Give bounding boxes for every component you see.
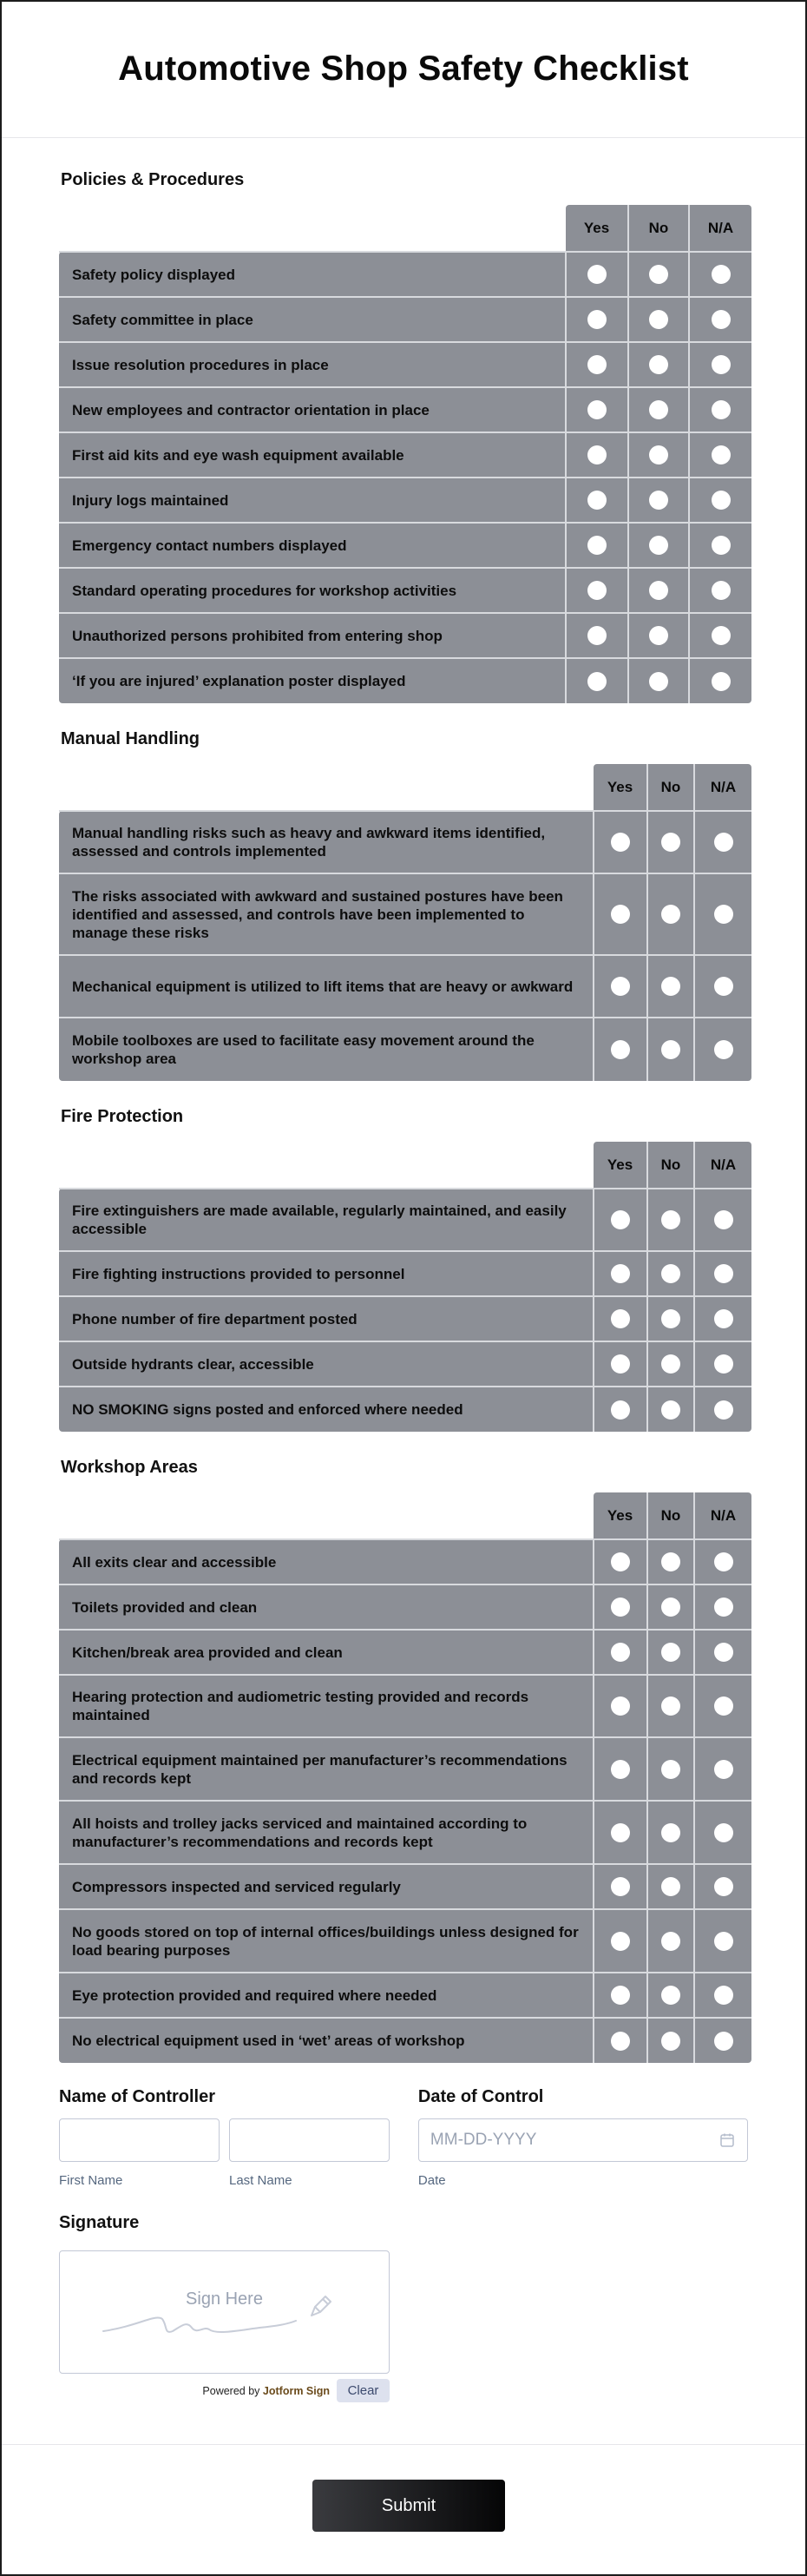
row-question: New employees and contractor orientation in place bbox=[59, 387, 566, 432]
radio-na[interactable] bbox=[714, 1264, 733, 1283]
cell-no bbox=[628, 523, 689, 568]
radio-yes[interactable] bbox=[587, 355, 607, 374]
radio-na[interactable] bbox=[712, 581, 731, 600]
date-input[interactable] bbox=[418, 2118, 748, 2162]
signature-pad[interactable] bbox=[59, 2250, 390, 2374]
radio-no[interactable] bbox=[649, 355, 668, 374]
radio-no[interactable] bbox=[661, 1760, 680, 1779]
matrix-table bbox=[59, 1142, 751, 1432]
radio-no[interactable] bbox=[649, 310, 668, 329]
radio-no[interactable] bbox=[661, 1309, 680, 1328]
radio-yes[interactable] bbox=[587, 536, 607, 555]
radio-na[interactable] bbox=[712, 536, 731, 555]
cell-no bbox=[647, 1584, 694, 1630]
cell-no bbox=[628, 252, 689, 297]
radio-yes[interactable] bbox=[611, 1040, 630, 1059]
cell-yes bbox=[594, 1864, 647, 1909]
last-name-sublabel: Last Name bbox=[229, 2173, 292, 2188]
cell-yes bbox=[594, 1584, 647, 1630]
radio-yes[interactable] bbox=[587, 626, 607, 645]
cell-no bbox=[647, 1675, 694, 1737]
controller-date-row bbox=[59, 2063, 748, 2188]
radio-no[interactable] bbox=[649, 581, 668, 600]
matrix-row bbox=[59, 2018, 751, 2063]
matrix-row bbox=[59, 342, 751, 387]
radio-na[interactable] bbox=[714, 1210, 733, 1229]
column-yes: Yes bbox=[594, 1492, 647, 1539]
cell-na bbox=[694, 1251, 751, 1296]
row-question: Standard operating procedures for workshop activities bbox=[59, 568, 566, 613]
cell-yes bbox=[566, 658, 628, 703]
cell-na bbox=[694, 1341, 751, 1387]
cell-na bbox=[694, 1864, 751, 1909]
radio-na[interactable] bbox=[714, 1823, 733, 1842]
cell-na bbox=[689, 342, 751, 387]
cell-na bbox=[694, 1630, 751, 1675]
radio-na[interactable] bbox=[714, 1760, 733, 1779]
last-name-input[interactable] bbox=[229, 2118, 390, 2162]
radio-yes[interactable] bbox=[611, 1823, 630, 1842]
matrix-header bbox=[59, 205, 751, 252]
row-question: Fire extinguishers are made available, regularly maintained, and easily accessible bbox=[59, 1189, 594, 1251]
cell-na bbox=[694, 811, 751, 873]
cell-no bbox=[647, 873, 694, 955]
cell-na bbox=[694, 2018, 751, 2063]
matrix-row bbox=[59, 1584, 751, 1630]
radio-na[interactable] bbox=[712, 355, 731, 374]
form-title: Automotive Shop Safety Checklist bbox=[118, 49, 689, 88]
cell-yes bbox=[594, 811, 647, 873]
radio-no[interactable] bbox=[661, 1354, 680, 1374]
radio-na[interactable] bbox=[714, 905, 733, 924]
radio-yes[interactable] bbox=[611, 1760, 630, 1779]
radio-yes[interactable] bbox=[611, 1210, 630, 1229]
column-na: N/A bbox=[694, 764, 751, 811]
cell-no bbox=[628, 432, 689, 478]
cell-yes bbox=[594, 1675, 647, 1737]
radio-no[interactable] bbox=[661, 1696, 680, 1716]
cell-na bbox=[694, 1801, 751, 1864]
matrix-row bbox=[59, 523, 751, 568]
matrix-row bbox=[59, 1801, 751, 1864]
matrix-row bbox=[59, 387, 751, 432]
powered-by bbox=[202, 2385, 330, 2397]
cell-yes bbox=[566, 342, 628, 387]
cell-na bbox=[694, 1539, 751, 1584]
cell-yes bbox=[566, 613, 628, 658]
cell-na bbox=[689, 523, 751, 568]
cell-yes bbox=[566, 432, 628, 478]
radio-na[interactable] bbox=[714, 1696, 733, 1716]
matrix-header bbox=[59, 1492, 751, 1539]
cell-yes bbox=[594, 1737, 647, 1801]
radio-no[interactable] bbox=[661, 2032, 680, 2051]
cell-no bbox=[628, 297, 689, 342]
matrix-row bbox=[59, 1539, 751, 1584]
row-question: Toilets provided and clean bbox=[59, 1584, 594, 1630]
row-question: No goods stored on top of internal offices/buildings unless designed for load bearing purposes bbox=[59, 1909, 594, 1973]
signature-scribble bbox=[60, 2251, 390, 2375]
calendar-icon[interactable] bbox=[719, 2132, 735, 2153]
cell-yes bbox=[566, 523, 628, 568]
column-na: N/A bbox=[694, 1142, 751, 1189]
section-workshop-areas bbox=[59, 1432, 748, 2063]
radio-yes[interactable] bbox=[611, 1598, 630, 1617]
matrix-row bbox=[59, 613, 751, 658]
section-title: Policies & Procedures bbox=[61, 170, 245, 189]
cell-yes bbox=[566, 252, 628, 297]
controller-inputs bbox=[59, 2118, 418, 2188]
radio-yes[interactable] bbox=[587, 400, 607, 419]
radio-yes[interactable] bbox=[611, 833, 630, 852]
cell-no bbox=[647, 1189, 694, 1251]
radio-yes[interactable] bbox=[611, 905, 630, 924]
row-question: Hearing protection and audiometric testing provided and records maintained bbox=[59, 1675, 594, 1737]
radio-yes[interactable] bbox=[587, 672, 607, 691]
radio-no[interactable] bbox=[661, 1877, 680, 1896]
matrix-row bbox=[59, 1251, 751, 1296]
cell-na bbox=[694, 1018, 751, 1081]
radio-no[interactable] bbox=[661, 1643, 680, 1662]
row-question: Mechanical equipment is utilized to lift items that are heavy or awkward bbox=[59, 955, 594, 1018]
row-question: First aid kits and eye wash equipment available bbox=[59, 432, 566, 478]
column-no: No bbox=[647, 764, 694, 811]
matrix-row bbox=[59, 297, 751, 342]
radio-no[interactable] bbox=[649, 400, 668, 419]
cell-yes bbox=[594, 1630, 647, 1675]
first-name-input[interactable] bbox=[59, 2118, 220, 2162]
matrix-row bbox=[59, 432, 751, 478]
matrix-row bbox=[59, 1973, 751, 2018]
radio-na[interactable] bbox=[714, 1400, 733, 1420]
matrix-corner bbox=[59, 1492, 594, 1539]
row-question: Manual handling risks such as heavy and awkward items identified, assessed and controls implemented bbox=[59, 811, 594, 873]
cell-na bbox=[694, 873, 751, 955]
form-content bbox=[2, 138, 805, 2402]
cell-no bbox=[647, 1296, 694, 1341]
radio-yes[interactable] bbox=[611, 1400, 630, 1420]
matrix-table bbox=[59, 205, 751, 703]
signature-footer bbox=[59, 2379, 390, 2402]
row-question: Safety committee in place bbox=[59, 297, 566, 342]
radio-no[interactable] bbox=[661, 1210, 680, 1229]
cell-no bbox=[628, 568, 689, 613]
submit-button[interactable]: Submit bbox=[312, 2480, 505, 2532]
radio-yes[interactable] bbox=[611, 1643, 630, 1662]
signature-field bbox=[59, 2188, 748, 2402]
matrix-row bbox=[59, 1630, 751, 1675]
radio-yes[interactable] bbox=[611, 1986, 630, 2005]
radio-na[interactable] bbox=[714, 2032, 733, 2051]
radio-no[interactable] bbox=[661, 1264, 680, 1283]
cell-na bbox=[694, 1296, 751, 1341]
matrix-header bbox=[59, 1142, 751, 1189]
cell-yes bbox=[594, 955, 647, 1018]
radio-yes[interactable] bbox=[611, 2032, 630, 2051]
radio-na[interactable] bbox=[712, 445, 731, 464]
radio-na[interactable] bbox=[714, 1986, 733, 2005]
row-question: Mobile toolboxes are used to facilitate easy movement around the workshop area bbox=[59, 1018, 594, 1081]
row-question: Emergency contact numbers displayed bbox=[59, 523, 566, 568]
cell-yes bbox=[594, 1018, 647, 1081]
radio-no[interactable] bbox=[661, 1986, 680, 2005]
radio-yes[interactable] bbox=[611, 1264, 630, 1283]
cell-yes bbox=[594, 1909, 647, 1973]
matrix-table bbox=[59, 764, 751, 1081]
matrix-row bbox=[59, 1341, 751, 1387]
radio-yes[interactable] bbox=[587, 445, 607, 464]
matrix-row bbox=[59, 1387, 751, 1432]
controller-label: Name of Controller bbox=[59, 2087, 216, 2106]
cell-yes bbox=[594, 1341, 647, 1387]
cell-no bbox=[647, 1251, 694, 1296]
radio-na[interactable] bbox=[714, 1354, 733, 1374]
column-no: No bbox=[628, 205, 689, 252]
radio-no[interactable] bbox=[649, 626, 668, 645]
cell-na bbox=[694, 1973, 751, 2018]
row-question: ‘If you are injured’ explanation poster displayed bbox=[59, 658, 566, 703]
clear-signature-button[interactable]: Clear bbox=[337, 2379, 390, 2402]
matrix-row bbox=[59, 658, 751, 703]
section-title: Manual Handling bbox=[61, 729, 200, 748]
radio-no[interactable] bbox=[661, 1823, 680, 1842]
matrix-body bbox=[59, 811, 751, 1081]
cell-yes bbox=[594, 1973, 647, 2018]
pen-icon bbox=[303, 2289, 338, 2329]
matrix-row bbox=[59, 1909, 751, 1973]
cell-no bbox=[628, 613, 689, 658]
cell-yes bbox=[594, 1251, 647, 1296]
radio-na[interactable] bbox=[714, 1040, 733, 1059]
matrix-table bbox=[59, 1492, 751, 2063]
cell-yes bbox=[594, 1539, 647, 1584]
radio-na[interactable] bbox=[714, 1932, 733, 1951]
cell-no bbox=[647, 1801, 694, 1864]
matrix-row bbox=[59, 478, 751, 523]
row-question: Outside hydrants clear, accessible bbox=[59, 1341, 594, 1387]
radio-no[interactable] bbox=[649, 536, 668, 555]
radio-na[interactable] bbox=[714, 1598, 733, 1617]
radio-no[interactable] bbox=[661, 1552, 680, 1571]
matrix-row bbox=[59, 1018, 751, 1081]
radio-na[interactable] bbox=[712, 310, 731, 329]
row-question: The risks associated with awkward and sustained postures have been identified and assessed, and controls have been implemented to manage these risks bbox=[59, 873, 594, 955]
cell-no bbox=[628, 478, 689, 523]
radio-na[interactable] bbox=[712, 672, 731, 691]
radio-no[interactable] bbox=[661, 905, 680, 924]
controller-field bbox=[59, 2087, 418, 2188]
radio-yes[interactable] bbox=[611, 1696, 630, 1716]
matrix-row bbox=[59, 873, 751, 955]
cell-yes bbox=[566, 387, 628, 432]
radio-na[interactable] bbox=[712, 265, 731, 284]
column-yes: Yes bbox=[594, 1142, 647, 1189]
radio-no[interactable] bbox=[661, 833, 680, 852]
matrix-row bbox=[59, 252, 751, 297]
radio-na[interactable] bbox=[714, 833, 733, 852]
matrix-corner bbox=[59, 764, 594, 811]
radio-no[interactable] bbox=[661, 1040, 680, 1059]
form-header bbox=[2, 2, 805, 138]
radio-no[interactable] bbox=[649, 265, 668, 284]
matrix-body bbox=[59, 1539, 751, 2063]
radio-no[interactable] bbox=[661, 977, 680, 996]
date-sublabel: Date bbox=[417, 2173, 446, 2188]
cell-na bbox=[694, 1189, 751, 1251]
radio-na[interactable] bbox=[714, 1552, 733, 1571]
radio-yes[interactable] bbox=[587, 581, 607, 600]
matrix-row bbox=[59, 1864, 751, 1909]
cell-no bbox=[647, 1737, 694, 1801]
row-question: All hoists and trolley jacks serviced and maintained according to manufacturer’s recommendations and records kept bbox=[59, 1801, 594, 1864]
matrix-row bbox=[59, 1296, 751, 1341]
row-question: Compressors inspected and serviced regularly bbox=[59, 1864, 594, 1909]
matrix-header bbox=[59, 764, 751, 811]
row-question: Safety policy displayed bbox=[59, 252, 566, 297]
cell-na bbox=[689, 252, 751, 297]
cell-no bbox=[647, 955, 694, 1018]
radio-no[interactable] bbox=[649, 672, 668, 691]
matrix-body bbox=[59, 1189, 751, 1432]
row-question: No electrical equipment used in ‘wet’ areas of workshop bbox=[59, 2018, 594, 2063]
signature-label: Signature bbox=[59, 2213, 140, 2232]
cell-yes bbox=[594, 873, 647, 955]
radio-na[interactable] bbox=[714, 1309, 733, 1328]
radio-yes[interactable] bbox=[587, 310, 607, 329]
cell-no bbox=[647, 1387, 694, 1432]
signature-placeholder: Sign Here bbox=[186, 2289, 263, 2309]
cell-na bbox=[694, 1909, 751, 1973]
radio-no[interactable] bbox=[661, 1598, 680, 1617]
column-no: No bbox=[647, 1492, 694, 1539]
cell-yes bbox=[594, 1296, 647, 1341]
cell-no bbox=[628, 658, 689, 703]
radio-na[interactable] bbox=[714, 977, 733, 996]
radio-na[interactable] bbox=[712, 491, 731, 510]
cell-na bbox=[689, 568, 751, 613]
cell-yes bbox=[594, 2018, 647, 2063]
row-question: Unauthorized persons prohibited from entering shop bbox=[59, 613, 566, 658]
cell-no bbox=[628, 387, 689, 432]
radio-yes[interactable] bbox=[611, 1354, 630, 1374]
first-name-sublabel: First Name bbox=[59, 2173, 123, 2188]
cell-yes bbox=[594, 1387, 647, 1432]
section-title: Workshop Areas bbox=[61, 1458, 198, 1477]
cell-no bbox=[628, 342, 689, 387]
cell-no bbox=[647, 1539, 694, 1584]
section-fire-protection bbox=[59, 1081, 748, 1432]
cell-no bbox=[647, 811, 694, 873]
matrix-row bbox=[59, 568, 751, 613]
matrix-row bbox=[59, 1737, 751, 1801]
matrix-row bbox=[59, 1189, 751, 1251]
date-field bbox=[418, 2087, 748, 2188]
row-question: All exits clear and accessible bbox=[59, 1539, 594, 1584]
cell-no bbox=[647, 1973, 694, 2018]
matrix-row bbox=[59, 1675, 751, 1737]
matrix-corner bbox=[59, 1142, 594, 1189]
cell-yes bbox=[594, 1189, 647, 1251]
matrix-body bbox=[59, 252, 751, 703]
row-question: Phone number of fire department posted bbox=[59, 1296, 594, 1341]
row-question: Eye protection provided and required where needed bbox=[59, 1973, 594, 2018]
matrix-row bbox=[59, 955, 751, 1018]
row-question: Fire fighting instructions provided to personnel bbox=[59, 1251, 594, 1296]
matrix-row bbox=[59, 811, 751, 873]
radio-no[interactable] bbox=[661, 1400, 680, 1420]
radio-yes[interactable] bbox=[587, 265, 607, 284]
powered-brand: Jotform Sign bbox=[262, 2384, 330, 2397]
row-question: Issue resolution procedures in place bbox=[59, 342, 566, 387]
cell-no bbox=[647, 1909, 694, 1973]
cell-yes bbox=[566, 297, 628, 342]
radio-yes[interactable] bbox=[611, 977, 630, 996]
radio-no[interactable] bbox=[649, 491, 668, 510]
column-no: No bbox=[647, 1142, 694, 1189]
row-question: Injury logs maintained bbox=[59, 478, 566, 523]
cell-na bbox=[689, 478, 751, 523]
cell-yes bbox=[566, 568, 628, 613]
cell-na bbox=[689, 387, 751, 432]
date-label: Date of Control bbox=[417, 2087, 544, 2106]
column-yes: Yes bbox=[566, 205, 628, 252]
cell-no bbox=[647, 1341, 694, 1387]
radio-na[interactable] bbox=[712, 400, 731, 419]
date-placeholder: MM-DD-YYYY bbox=[430, 2131, 537, 2149]
radio-yes[interactable] bbox=[611, 1309, 630, 1328]
cell-no bbox=[647, 2018, 694, 2063]
radio-yes[interactable] bbox=[587, 491, 607, 510]
cell-na bbox=[694, 1387, 751, 1432]
row-question: Kitchen/break area provided and clean bbox=[59, 1630, 594, 1675]
column-yes: Yes bbox=[594, 764, 647, 811]
column-na: N/A bbox=[689, 205, 751, 252]
radio-na[interactable] bbox=[714, 1643, 733, 1662]
cell-na bbox=[694, 955, 751, 1018]
cell-yes bbox=[566, 478, 628, 523]
cell-na bbox=[694, 1737, 751, 1801]
cell-yes bbox=[594, 1801, 647, 1864]
radio-yes[interactable] bbox=[611, 1877, 630, 1896]
section-policies bbox=[59, 138, 748, 703]
footer-divider bbox=[2, 2444, 805, 2445]
radio-yes[interactable] bbox=[611, 1552, 630, 1571]
matrix-corner bbox=[59, 205, 566, 252]
cell-no bbox=[647, 1018, 694, 1081]
cell-na bbox=[694, 1675, 751, 1737]
cell-na bbox=[694, 1584, 751, 1630]
cell-no bbox=[647, 1630, 694, 1675]
section-manual-handling bbox=[59, 703, 748, 1081]
row-question: NO SMOKING signs posted and enforced where needed bbox=[59, 1387, 594, 1432]
powered-prefix: Powered by bbox=[202, 2384, 260, 2397]
cell-na bbox=[689, 613, 751, 658]
cell-no bbox=[647, 1864, 694, 1909]
radio-na[interactable] bbox=[714, 1877, 733, 1896]
cell-na bbox=[689, 297, 751, 342]
column-na: N/A bbox=[694, 1492, 751, 1539]
section-title: Fire Protection bbox=[61, 1107, 184, 1126]
radio-na[interactable] bbox=[712, 626, 731, 645]
radio-no[interactable] bbox=[649, 445, 668, 464]
cell-na bbox=[689, 432, 751, 478]
radio-yes[interactable] bbox=[611, 1932, 630, 1951]
cell-na bbox=[689, 658, 751, 703]
radio-no[interactable] bbox=[661, 1932, 680, 1951]
row-question: Electrical equipment maintained per manufacturer’s recommendations and records kept bbox=[59, 1737, 594, 1801]
